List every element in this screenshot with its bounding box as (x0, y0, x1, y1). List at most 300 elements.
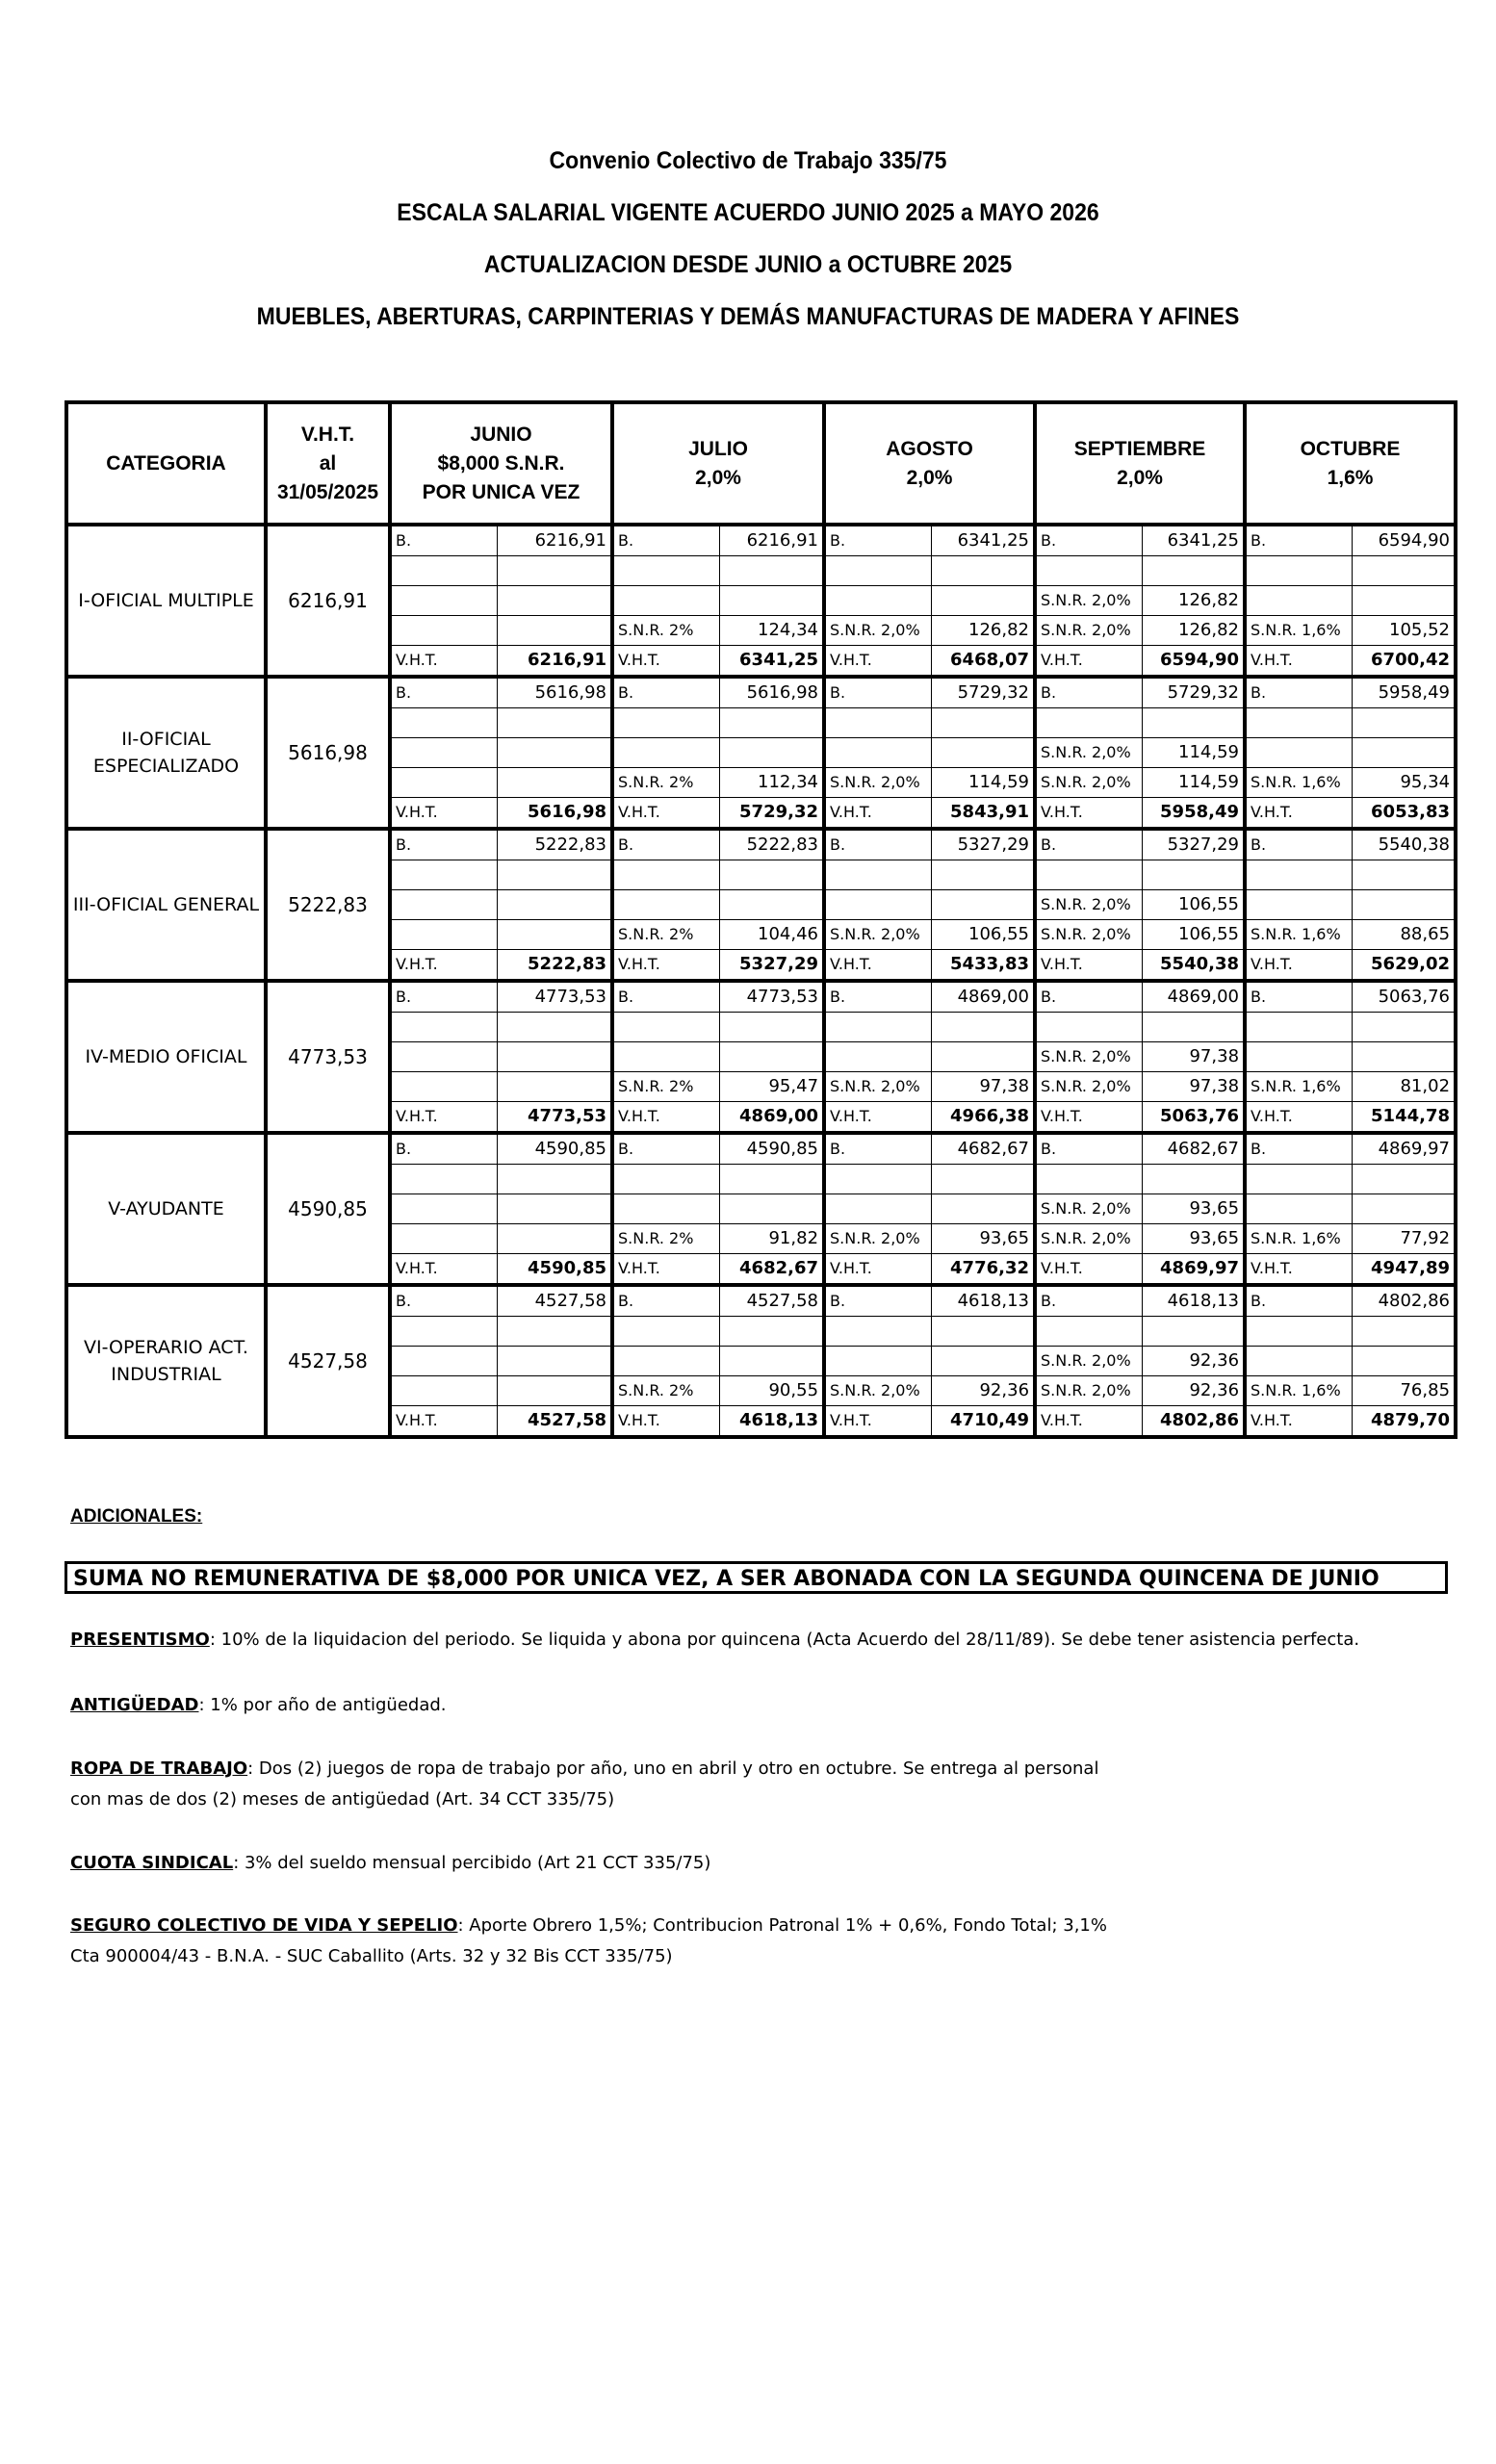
snr-label: S.N.R. 2,0% (1035, 1072, 1142, 1102)
base-label: B. (390, 677, 497, 708)
empty-cell (390, 890, 497, 920)
snr-value: 88,65 (1352, 920, 1456, 950)
vht-value: 5616,98 (497, 798, 612, 830)
vht-value: 5433,83 (931, 950, 1035, 982)
empty-cell (931, 860, 1035, 890)
empty-cell (497, 738, 612, 768)
snr-value: 92,36 (1142, 1347, 1245, 1376)
snr-value: 95,47 (719, 1072, 824, 1102)
empty-cell (931, 738, 1035, 768)
vht-value: 6053,83 (1352, 798, 1456, 830)
table-row-base (66, 677, 1456, 708)
seguro-value-2: Cta 900004/43 - B.N.A. - SUC Caballito (Arts. 32 y 32 Bis CCT 335/75) (70, 1946, 673, 1966)
empty-cell (1035, 708, 1142, 738)
document-titles (0, 135, 1496, 343)
base-label: B. (824, 525, 931, 556)
vht-value: 4802,86 (1142, 1406, 1245, 1438)
cuota-key: CUOTA SINDICAL (70, 1853, 234, 1873)
ropa-value-2: con mas de dos (2) meses de antigüedad (Art. 34 CCT 335/75) (70, 1789, 615, 1810)
table-row-base (66, 1133, 1456, 1165)
empty-cell (497, 1376, 612, 1406)
base-value: 4869,00 (931, 981, 1035, 1013)
empty-cell (931, 586, 1035, 616)
vht-label: V.H.T. (1245, 646, 1352, 678)
empty-cell (824, 890, 931, 920)
empty-cell (390, 1194, 497, 1224)
presentismo-key: PRESENTISMO (70, 1630, 210, 1650)
empty-cell (719, 890, 824, 920)
antiguedad-note (70, 1690, 1437, 1721)
base-label: B. (1035, 525, 1142, 556)
snr-label: S.N.R. 2% (612, 1224, 719, 1254)
empty-cell (1142, 1165, 1245, 1194)
empty-cell (1245, 1347, 1352, 1376)
base-value: 4869,97 (1352, 1133, 1456, 1165)
empty-cell (719, 1347, 824, 1376)
empty-cell (1142, 708, 1245, 738)
empty-cell (1352, 1317, 1456, 1347)
empty-cell (1245, 1042, 1352, 1072)
vht-label: V.H.T. (1245, 950, 1352, 982)
empty-cell (824, 586, 931, 616)
antiguedad-value: : 1% por año de antigüedad. (198, 1695, 447, 1715)
snr-label: S.N.R. 1,6% (1245, 768, 1352, 798)
vht-label: V.H.T. (824, 646, 931, 678)
vht-label: V.H.T. (824, 1406, 931, 1438)
snr-value: 106,55 (1142, 890, 1245, 920)
empty-cell (390, 1072, 497, 1102)
base-value: 4802,86 (1352, 1285, 1456, 1317)
title-convenio: Convenio Colectivo de Trabajo 335/75 (549, 147, 947, 174)
base-label: B. (390, 1133, 497, 1165)
category-vht-initial: 4590,85 (266, 1133, 390, 1285)
empty-cell (1352, 586, 1456, 616)
empty-cell (931, 1194, 1035, 1224)
empty-cell (931, 1042, 1035, 1072)
vht-value: 5958,49 (1142, 798, 1245, 830)
base-value: 4590,85 (719, 1133, 824, 1165)
snr-label: S.N.R. 2,0% (1035, 738, 1142, 768)
header-categoria: CATEGORIA (66, 402, 266, 525)
base-value: 4590,85 (497, 1133, 612, 1165)
base-label: B. (612, 1133, 719, 1165)
empty-cell (1245, 556, 1352, 586)
category-vht-initial: 4527,58 (266, 1285, 390, 1437)
empty-cell (719, 556, 824, 586)
snr-value: 93,65 (931, 1224, 1035, 1254)
empty-cell (390, 860, 497, 890)
snr-value: 76,85 (1352, 1376, 1456, 1406)
snr-value: 114,59 (1142, 738, 1245, 768)
vht-value: 4682,67 (719, 1254, 824, 1286)
empty-cell (719, 1194, 824, 1224)
vht-value: 5063,76 (1142, 1102, 1245, 1134)
base-label: B. (1035, 677, 1142, 708)
empty-cell (931, 1165, 1035, 1194)
snr-value: 126,82 (1142, 586, 1245, 616)
empty-cell (824, 1317, 931, 1347)
header-vht: V.H.T. al 31/05/2025 (266, 402, 390, 525)
empty-cell (390, 708, 497, 738)
vht-value: 5629,02 (1352, 950, 1456, 982)
empty-cell (612, 738, 719, 768)
snr-label: S.N.R. 2,0% (1035, 1224, 1142, 1254)
base-label: B. (1245, 677, 1352, 708)
category-name: V-AYUDANTE (66, 1133, 266, 1285)
base-value: 4618,13 (1142, 1285, 1245, 1317)
vht-label: V.H.T. (824, 950, 931, 982)
base-label: B. (612, 525, 719, 556)
vht-label: V.H.T. (1245, 1102, 1352, 1134)
header-agosto: AGOSTO 2,0% (824, 402, 1035, 525)
empty-cell (1352, 556, 1456, 586)
ropa-key: ROPA DE TRABAJO (70, 1758, 248, 1779)
ropa-note (70, 1754, 1437, 1815)
empty-cell (1245, 708, 1352, 738)
header-octubre: OCTUBRE 1,6% (1245, 402, 1456, 525)
base-label: B. (1245, 525, 1352, 556)
vht-label: V.H.T. (612, 950, 719, 982)
vht-label: V.H.T. (390, 646, 497, 678)
base-label: B. (390, 829, 497, 860)
empty-cell (612, 708, 719, 738)
empty-cell (497, 1072, 612, 1102)
cuota-value: : 3% del sueldo mensual percibido (Art 21 CCT 335/75) (233, 1853, 711, 1873)
vht-label: V.H.T. (390, 950, 497, 982)
presentismo-value: : 10% de la liquidacion del periodo. Se liquida y abona por quincena (Acta Acuerdo del 28/11/89). Se debe tener asistencia perfecta. (209, 1630, 1360, 1650)
snr-notice-box: SUMA NO REMUNERATIVA DE $8,000 POR UNICA VEZ, A SER ABONADA CON LA SEGUNDA QUINCENA DE JUNIO (64, 1561, 1448, 1594)
snr-value: 81,02 (1352, 1072, 1456, 1102)
empty-cell (612, 1013, 719, 1042)
base-label: B. (1245, 1133, 1352, 1165)
header-septiembre: SEPTIEMBRE 2,0% (1035, 402, 1245, 525)
empty-cell (1035, 556, 1142, 586)
base-value: 5729,32 (931, 677, 1035, 708)
empty-cell (931, 708, 1035, 738)
base-value: 5327,29 (1142, 829, 1245, 860)
empty-cell (612, 1194, 719, 1224)
empty-cell (1352, 708, 1456, 738)
snr-label: S.N.R. 1,6% (1245, 920, 1352, 950)
vht-value: 5327,29 (719, 950, 824, 982)
snr-label: S.N.R. 2,0% (1035, 768, 1142, 798)
snr-value: 126,82 (931, 616, 1035, 646)
base-label: B. (824, 677, 931, 708)
empty-cell (931, 1347, 1035, 1376)
snr-value: 97,38 (1142, 1072, 1245, 1102)
empty-cell (497, 920, 612, 950)
vht-label: V.H.T. (390, 1102, 497, 1134)
empty-cell (390, 1376, 497, 1406)
empty-cell (931, 1013, 1035, 1042)
vht-label: V.H.T. (612, 1102, 719, 1134)
base-value: 5063,76 (1352, 981, 1456, 1013)
vht-value: 5144,78 (1352, 1102, 1456, 1134)
snr-value: 95,34 (1352, 768, 1456, 798)
category-name: II-OFICIAL ESPECIALIZADO (66, 677, 266, 829)
base-value: 6216,91 (719, 525, 824, 556)
empty-cell (824, 1347, 931, 1376)
vht-label: V.H.T. (1035, 798, 1142, 830)
seguro-key: SEGURO COLECTIVO DE VIDA Y SEPELIO (70, 1915, 458, 1936)
vht-value: 5540,38 (1142, 950, 1245, 982)
vht-value: 4869,97 (1142, 1254, 1245, 1286)
base-value: 4618,13 (931, 1285, 1035, 1317)
snr-label: S.N.R. 2,0% (824, 616, 931, 646)
base-label: B. (390, 525, 497, 556)
empty-cell (1245, 890, 1352, 920)
base-value: 4773,53 (719, 981, 824, 1013)
empty-cell (824, 556, 931, 586)
base-value: 4869,00 (1142, 981, 1245, 1013)
snr-label: S.N.R. 2,0% (824, 1224, 931, 1254)
base-value: 4527,58 (719, 1285, 824, 1317)
snr-value: 106,55 (1142, 920, 1245, 950)
title-rubro: MUEBLES, ABERTURAS, CARPINTERIAS Y DEMÁS MANUFACTURAS DE MADERA Y AFINES (256, 303, 1240, 330)
base-value: 4773,53 (497, 981, 612, 1013)
vht-value: 6468,07 (931, 646, 1035, 678)
empty-cell (719, 738, 824, 768)
empty-cell (1142, 556, 1245, 586)
empty-cell (1142, 1013, 1245, 1042)
base-value: 6216,91 (497, 525, 612, 556)
snr-value: 77,92 (1352, 1224, 1456, 1254)
category-vht-initial: 6216,91 (266, 525, 390, 677)
base-value: 5222,83 (719, 829, 824, 860)
snr-label: S.N.R. 2,0% (1035, 1376, 1142, 1406)
snr-label: S.N.R. 1,6% (1245, 1072, 1352, 1102)
vht-value: 6216,91 (497, 646, 612, 678)
empty-cell (931, 890, 1035, 920)
empty-cell (390, 1317, 497, 1347)
empty-cell (497, 1165, 612, 1194)
base-value: 4527,58 (497, 1285, 612, 1317)
empty-cell (824, 1194, 931, 1224)
base-value: 5616,98 (497, 677, 612, 708)
empty-cell (1035, 1317, 1142, 1347)
vht-value: 6594,90 (1142, 646, 1245, 678)
empty-cell (612, 1317, 719, 1347)
empty-cell (931, 556, 1035, 586)
empty-cell (824, 1165, 931, 1194)
empty-cell (497, 1224, 612, 1254)
vht-value: 6341,25 (719, 646, 824, 678)
snr-label: S.N.R. 2,0% (1035, 890, 1142, 920)
empty-cell (719, 586, 824, 616)
snr-label: S.N.R. 2,0% (1035, 920, 1142, 950)
table-row-base (66, 525, 1456, 556)
category-name: VI-OPERARIO ACT. INDUSTRIAL (66, 1285, 266, 1437)
snr-label: S.N.R. 2% (612, 1376, 719, 1406)
empty-cell (1352, 738, 1456, 768)
empty-cell (1245, 1317, 1352, 1347)
empty-cell (1352, 1165, 1456, 1194)
base-value: 5222,83 (497, 829, 612, 860)
category-vht-initial: 5616,98 (266, 677, 390, 829)
empty-cell (497, 1013, 612, 1042)
title-escala: ESCALA SALARIAL VIGENTE ACUERDO JUNIO 2025 a MAYO 2026 (397, 199, 1099, 226)
empty-cell (390, 738, 497, 768)
empty-cell (1245, 1013, 1352, 1042)
empty-cell (390, 768, 497, 798)
base-value: 5958,49 (1352, 677, 1456, 708)
empty-cell (1245, 586, 1352, 616)
empty-cell (719, 1165, 824, 1194)
empty-cell (497, 1347, 612, 1376)
base-value: 4682,67 (1142, 1133, 1245, 1165)
base-value: 6341,25 (1142, 525, 1245, 556)
base-value: 6594,90 (1352, 525, 1456, 556)
table-row-base (66, 1285, 1456, 1317)
empty-cell (497, 1042, 612, 1072)
empty-cell (824, 1042, 931, 1072)
vht-label: V.H.T. (390, 1254, 497, 1286)
empty-cell (497, 860, 612, 890)
base-label: B. (1035, 1133, 1142, 1165)
snr-value: 90,55 (719, 1376, 824, 1406)
empty-cell (390, 1224, 497, 1254)
vht-label: V.H.T. (1035, 1102, 1142, 1134)
snr-label: S.N.R. 1,6% (1245, 616, 1352, 646)
empty-cell (719, 708, 824, 738)
category-vht-initial: 5222,83 (266, 829, 390, 981)
base-label: B. (612, 1285, 719, 1317)
empty-cell (1142, 1317, 1245, 1347)
salary-table (64, 400, 1457, 1439)
snr-value: 112,34 (719, 768, 824, 798)
base-label: B. (824, 981, 931, 1013)
vht-value: 4776,32 (931, 1254, 1035, 1286)
vht-value: 4590,85 (497, 1254, 612, 1286)
snr-label: S.N.R. 2,0% (1035, 1194, 1142, 1224)
empty-cell (1352, 860, 1456, 890)
vht-label: V.H.T. (824, 1102, 931, 1134)
base-value: 4682,67 (931, 1133, 1035, 1165)
empty-cell (390, 1042, 497, 1072)
empty-cell (612, 1347, 719, 1376)
vht-label: V.H.T. (824, 1254, 931, 1286)
adicionales-heading: ADICIONALES: (70, 1506, 203, 1527)
base-label: B. (612, 677, 719, 708)
vht-value: 4966,38 (931, 1102, 1035, 1134)
empty-cell (1142, 860, 1245, 890)
table-row-base (66, 829, 1456, 860)
category-name: IV-MEDIO OFICIAL (66, 981, 266, 1133)
base-value: 5327,29 (931, 829, 1035, 860)
base-label: B. (1245, 1285, 1352, 1317)
base-value: 5616,98 (719, 677, 824, 708)
vht-label: V.H.T. (612, 646, 719, 678)
vht-label: V.H.T. (1035, 646, 1142, 678)
empty-cell (497, 556, 612, 586)
snr-value: 114,59 (931, 768, 1035, 798)
base-label: B. (1035, 981, 1142, 1013)
empty-cell (612, 556, 719, 586)
snr-value: 124,34 (719, 616, 824, 646)
snr-value: 104,46 (719, 920, 824, 950)
empty-cell (390, 1165, 497, 1194)
empty-cell (719, 1317, 824, 1347)
vht-label: V.H.T. (1035, 1254, 1142, 1286)
empty-cell (824, 1013, 931, 1042)
empty-cell (1245, 738, 1352, 768)
empty-cell (1352, 1013, 1456, 1042)
snr-value: 105,52 (1352, 616, 1456, 646)
base-label: B. (824, 1285, 931, 1317)
snr-value: 93,65 (1142, 1194, 1245, 1224)
snr-label: S.N.R. 2,0% (1035, 1347, 1142, 1376)
vht-value: 4869,00 (719, 1102, 824, 1134)
empty-cell (497, 1317, 612, 1347)
base-label: B. (824, 1133, 931, 1165)
category-name: I-OFICIAL MULTIPLE (66, 525, 266, 677)
seguro-note (70, 1911, 1437, 1972)
snr-value: 114,59 (1142, 768, 1245, 798)
snr-label: S.N.R. 2,0% (1035, 616, 1142, 646)
empty-cell (1245, 1194, 1352, 1224)
empty-cell (497, 768, 612, 798)
vht-label: V.H.T. (612, 798, 719, 830)
base-value: 5540,38 (1352, 829, 1456, 860)
snr-label: S.N.R. 2,0% (1035, 1042, 1142, 1072)
empty-cell (1035, 860, 1142, 890)
snr-value: 126,82 (1142, 616, 1245, 646)
base-label: B. (390, 1285, 497, 1317)
adicionales-section (70, 1506, 1418, 1553)
empty-cell (1352, 1194, 1456, 1224)
cuota-note (70, 1848, 1437, 1879)
vht-label: V.H.T. (824, 798, 931, 830)
empty-cell (497, 616, 612, 646)
category-name: III-OFICIAL GENERAL (66, 829, 266, 981)
empty-cell (390, 586, 497, 616)
table-body (66, 525, 1456, 1437)
empty-cell (612, 1042, 719, 1072)
vht-label: V.H.T. (1245, 798, 1352, 830)
vht-value: 5222,83 (497, 950, 612, 982)
snr-label: S.N.R. 1,6% (1245, 1376, 1352, 1406)
snr-label: S.N.R. 1,6% (1245, 1224, 1352, 1254)
empty-cell (612, 586, 719, 616)
snr-value: 97,38 (931, 1072, 1035, 1102)
snr-label: S.N.R. 2,0% (824, 1376, 931, 1406)
empty-cell (612, 860, 719, 890)
snr-value: 106,55 (931, 920, 1035, 950)
empty-cell (497, 890, 612, 920)
vht-value: 4527,58 (497, 1406, 612, 1438)
empty-cell (1035, 1013, 1142, 1042)
snr-label: S.N.R. 2% (612, 920, 719, 950)
seguro-value-1: : Aporte Obrero 1,5%; Contribucion Patronal 1% + 0,6%, Fondo Total; 3,1% (457, 1915, 1107, 1936)
empty-cell (497, 708, 612, 738)
vht-label: V.H.T. (390, 1406, 497, 1438)
snr-label: S.N.R. 2% (612, 1072, 719, 1102)
snr-label: S.N.R. 2% (612, 616, 719, 646)
empty-cell (612, 890, 719, 920)
empty-cell (719, 860, 824, 890)
snr-label: S.N.R. 2% (612, 768, 719, 798)
vht-label: V.H.T. (1245, 1254, 1352, 1286)
snr-label: S.N.R. 2,0% (824, 920, 931, 950)
empty-cell (1245, 1165, 1352, 1194)
empty-cell (390, 1347, 497, 1376)
empty-cell (497, 586, 612, 616)
empty-cell (824, 738, 931, 768)
base-label: B. (1035, 829, 1142, 860)
snr-value: 91,82 (719, 1224, 824, 1254)
empty-cell (931, 1317, 1035, 1347)
vht-value: 4879,70 (1352, 1406, 1456, 1438)
